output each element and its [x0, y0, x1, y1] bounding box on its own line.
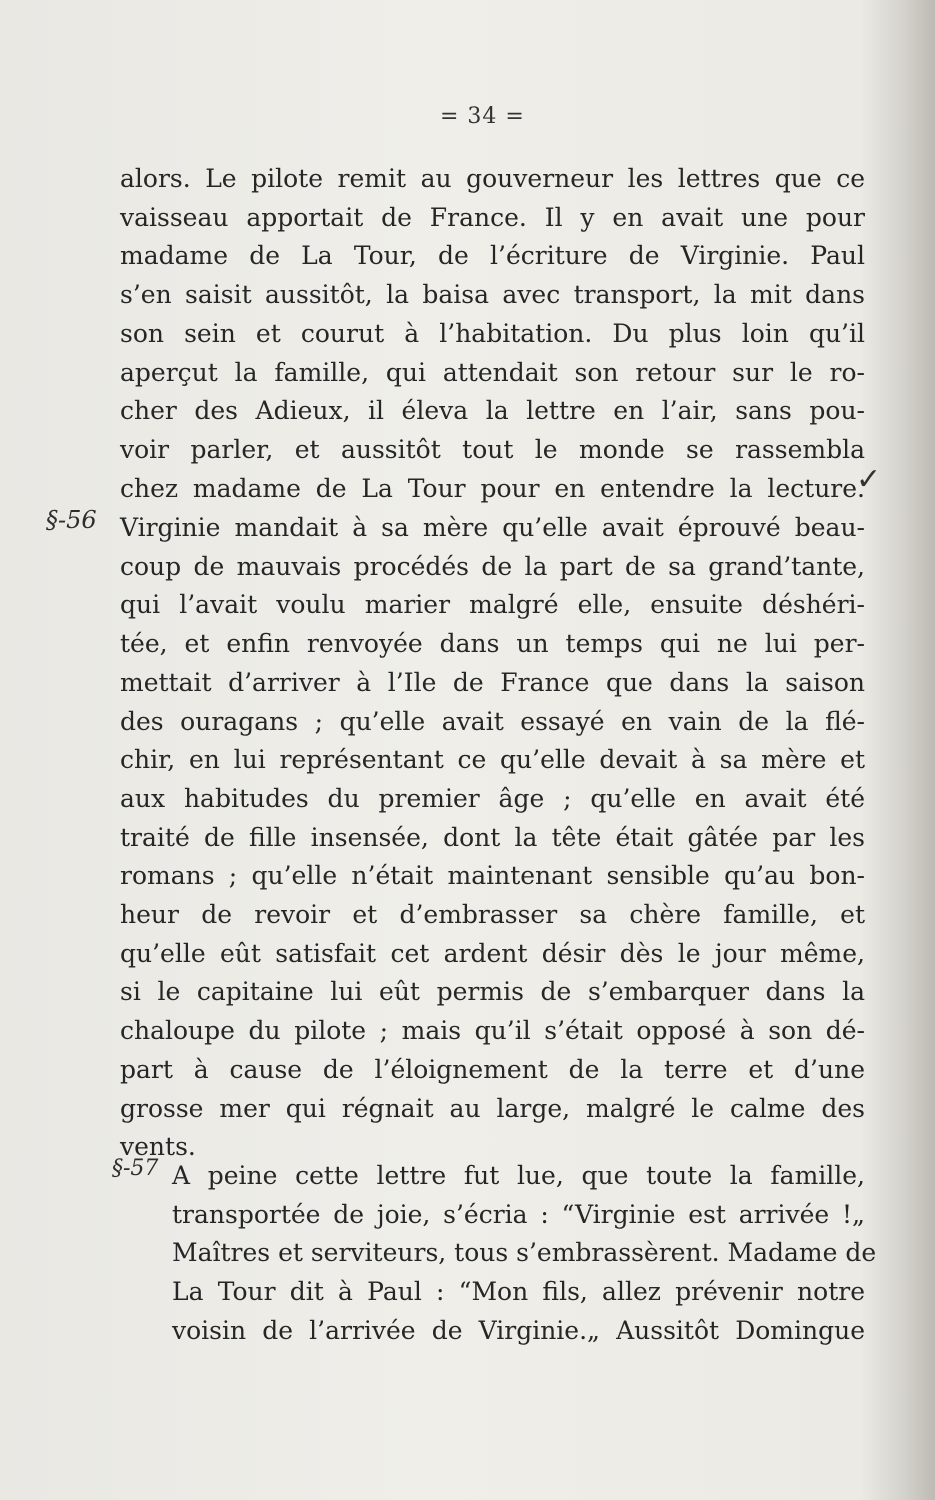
text-line: part à cause de l’éloignement de la terre et d’une — [120, 1054, 865, 1084]
text-line: tée, et enfin renvoyée dans un temps qui ne lui per- — [120, 629, 865, 659]
text-line: voisin de l’arrivée de Virginie.„ Aussitôt Domingue — [172, 1315, 865, 1345]
text-line: coup de mauvais procédés de la part de sa grand’tante, — [120, 551, 865, 581]
text-line: mettait d’arriver à l’Ile de France que dans la saison — [120, 667, 865, 697]
text-line: grosse mer qui régnait au large, malgré le calme des — [120, 1093, 865, 1123]
text-line: vaisseau apportait de France. Il y en avait une pour — [120, 202, 865, 232]
text-line: chez madame de La Tour pour en entendre la lecture. — [120, 473, 865, 503]
text-line: voir parler, et aussitôt tout le monde se rassembla — [120, 434, 865, 464]
text-line: A peine cette lettre fut lue, que toute la famille, — [172, 1161, 865, 1190]
text-line: si le capitaine lui eût permis de s’embarquer dans la — [120, 977, 865, 1007]
text-line: chaloupe du pilote ; mais qu’il s’était opposé à son dé- — [120, 1016, 865, 1046]
margin-annotation-57: §-57 — [112, 1156, 159, 1181]
text-line: madame de La Tour, de l’écriture de Virginie. Paul — [120, 241, 865, 271]
paragraph-1 — [120, 160, 865, 508]
text-line: aux habitudes du premier âge ; qu’elle en avait été — [120, 783, 865, 813]
margin-annotation-56: §-56 — [46, 506, 97, 534]
text-line: romans ; qu’elle n’était maintenant sensible qu’au bon- — [120, 861, 865, 891]
text-line: transportée de joie, s’écria : “Virginie est arrivée !„ — [172, 1199, 865, 1229]
page-number: = 34 = — [440, 104, 525, 129]
text-line: chir, en lui représentant ce qu’elle devait à sa mère et — [120, 745, 865, 775]
text-line: qui l’avait voulu marier malgré elle, ensuite déshéri- — [120, 590, 865, 620]
text-line: aperçut la famille, qui attendait son retour sur le ro- — [120, 357, 865, 387]
text-line: La Tour dit à Paul : “Mon fils, allez prévenir notre — [172, 1277, 865, 1307]
text-line: traité de fille insensée, dont la tête était gâtée par les — [120, 822, 865, 852]
paragraph-2 — [120, 509, 865, 1167]
text-line: cher des Adieux, il éleva la lettre en l’air, sans pou- — [120, 396, 865, 426]
text-line: qu’elle eût satisfait cet ardent désir dès le jour même, — [120, 938, 865, 968]
text-line: son sein et courut à l’habitation. Du plus loin qu’il — [120, 318, 865, 348]
text-line: alors. Le pilote remit au gouverneur les lettres que ce — [120, 164, 865, 193]
paragraph-3 — [120, 1157, 877, 1351]
text-line: heur de revoir et d’embrasser sa chère famille, et — [120, 900, 865, 930]
text-line: des ouragans ; qu’elle avait essayé en vain de la flé- — [120, 706, 865, 736]
check-mark-icon: ✓ — [856, 462, 882, 497]
text-line: vents. — [120, 1132, 196, 1162]
text-line: s’en saisit aussitôt, la baisa avec transport, la mit dans — [120, 280, 865, 310]
text-line: Maîtres et serviteurs, tous s’embrassèrent. Madame de — [172, 1238, 877, 1268]
text-line: Virginie mandait à sa mère qu’elle avait éprouvé beau- — [120, 513, 865, 542]
